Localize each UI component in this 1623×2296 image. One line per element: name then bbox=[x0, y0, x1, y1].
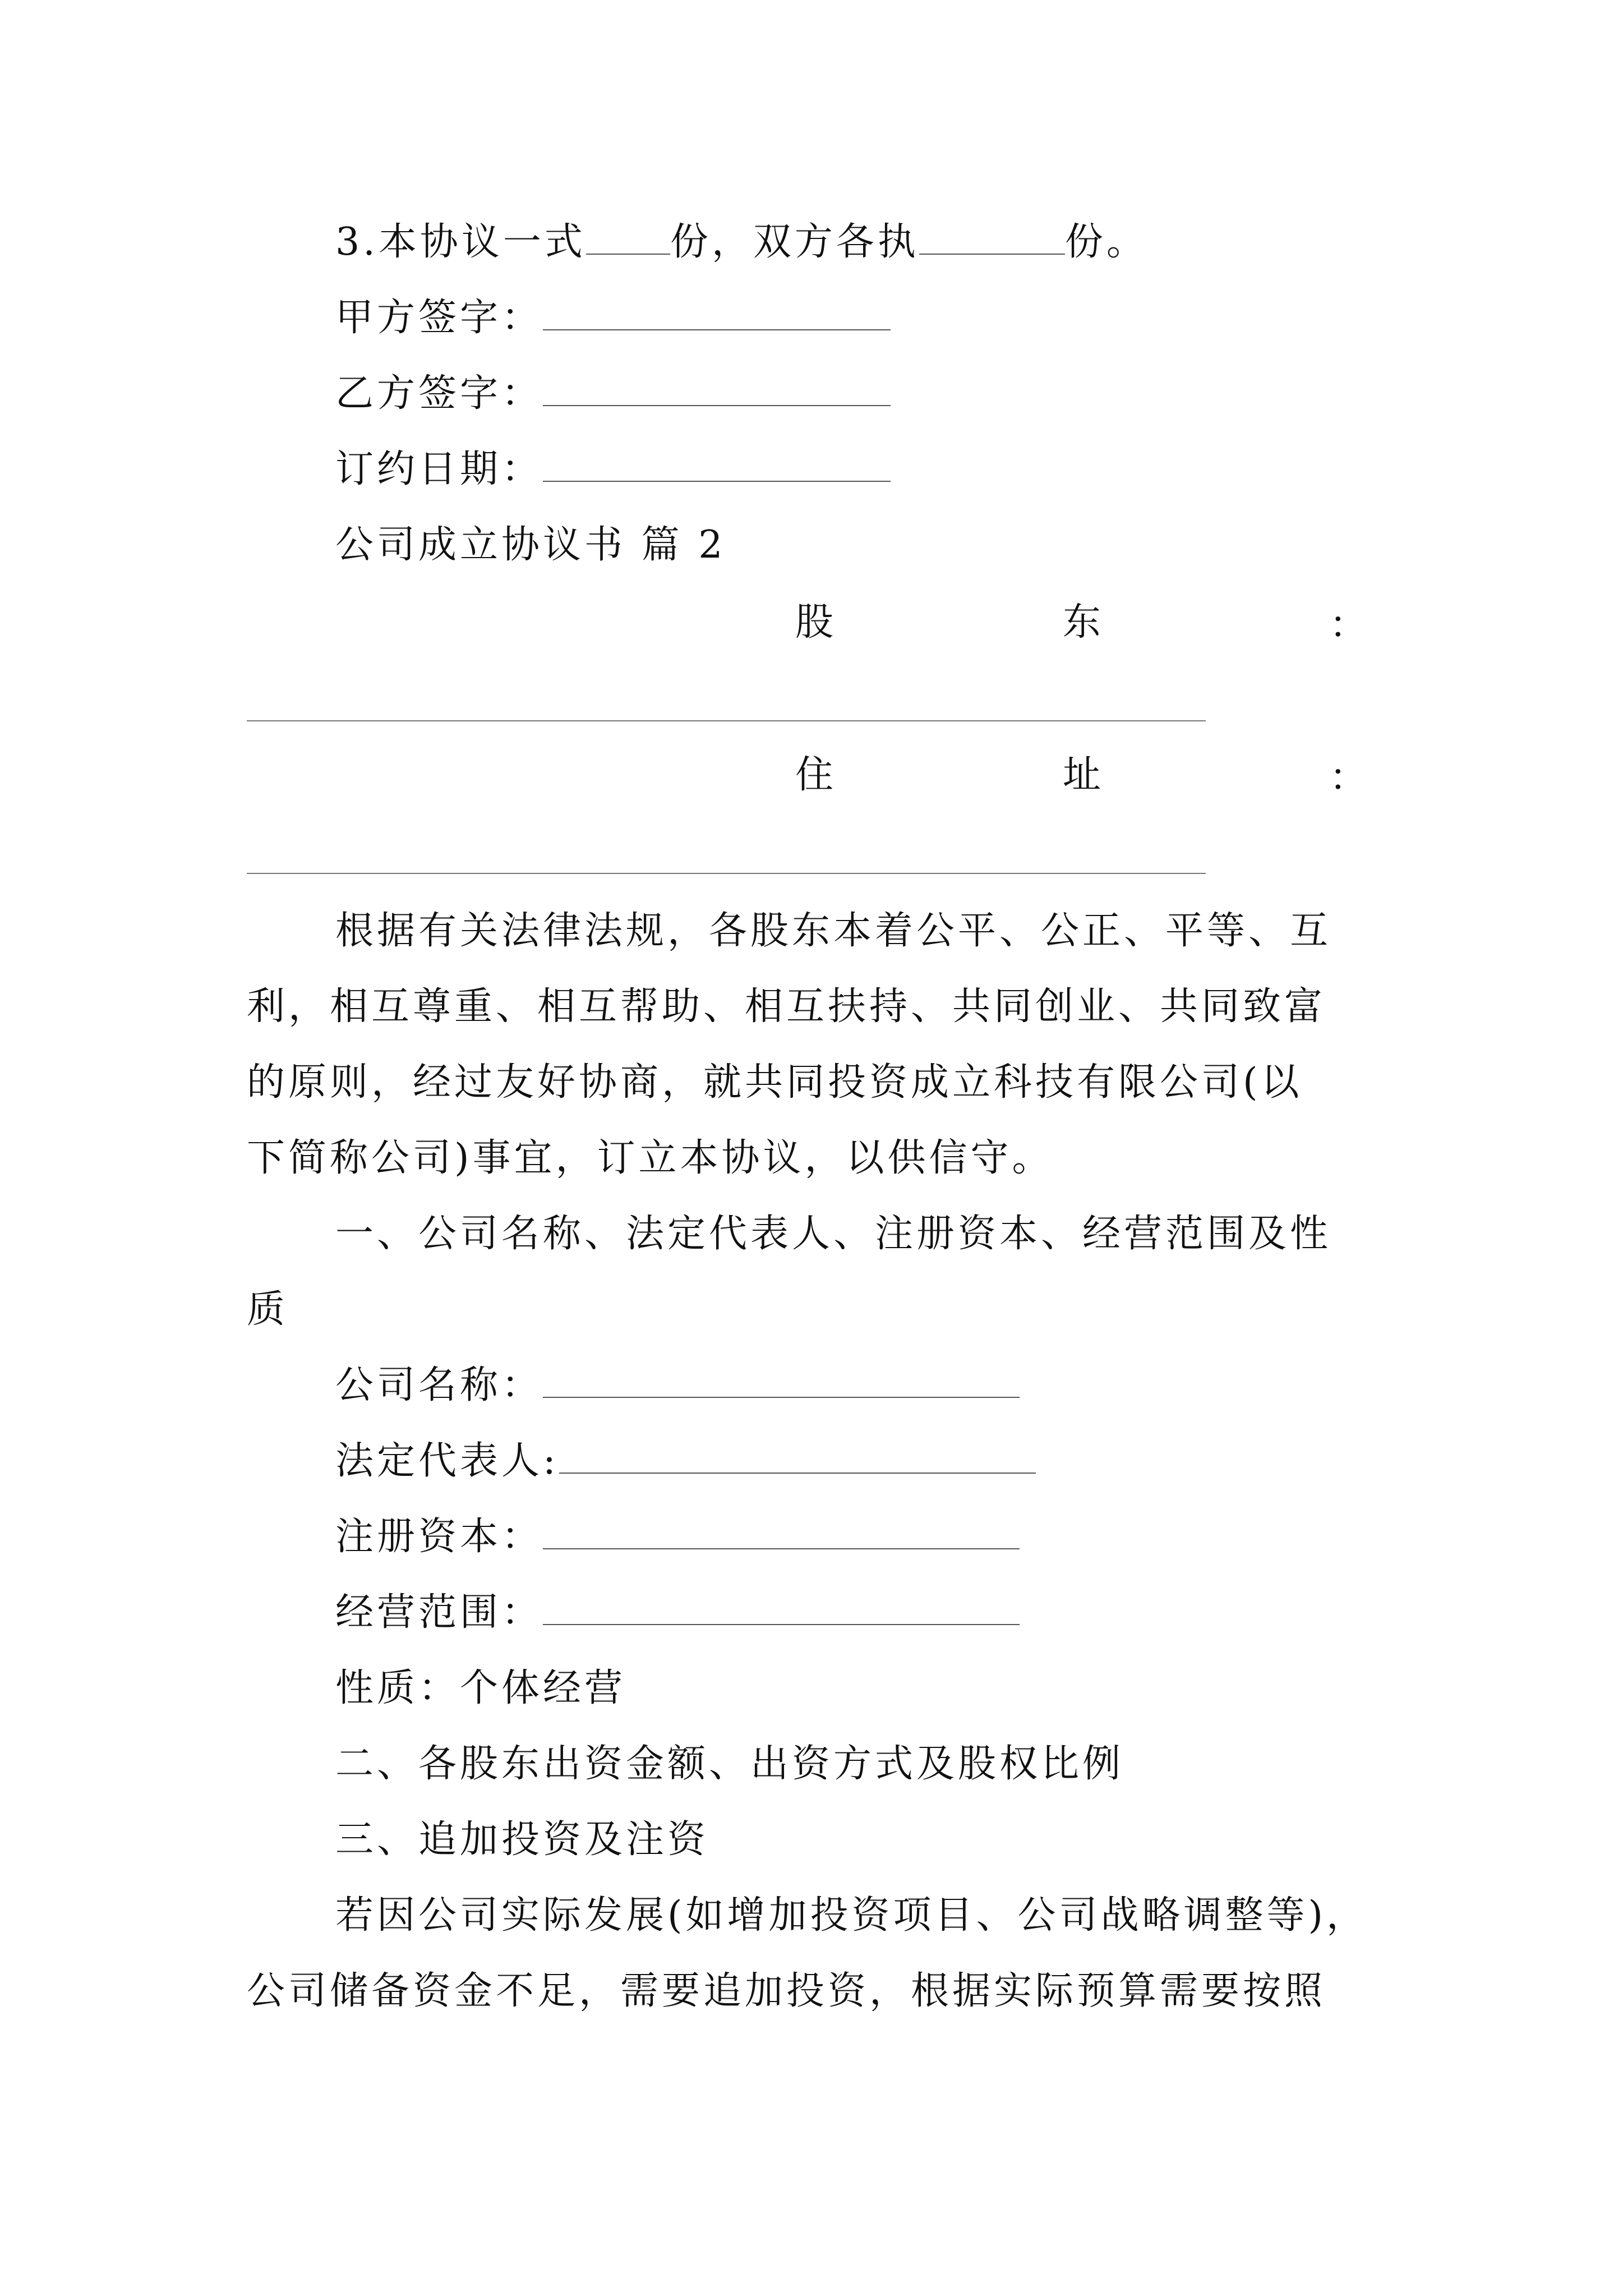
preamble-line-4: 下简称公司)事宜，订立本协议，以供信守。 bbox=[247, 1136, 1054, 1180]
company-nature: 性质：个体经营 bbox=[335, 1666, 626, 1710]
shareholder-colon: ： bbox=[1329, 603, 1368, 647]
party-b-signature-line bbox=[335, 371, 891, 416]
address-char-1: 住 bbox=[795, 753, 834, 797]
business-scope-blank[interactable] bbox=[543, 1591, 1020, 1625]
article-3-line-1: 若因公司实际发展(如增加投资项目、公司战略调整等)， bbox=[335, 1893, 1368, 1938]
registered-capital-line bbox=[335, 1515, 1020, 1559]
shareholder-char-2: 东 bbox=[1063, 600, 1101, 645]
article-1-heading-line-2: 质 bbox=[247, 1287, 289, 1332]
address-blank-rule[interactable] bbox=[247, 873, 1206, 874]
contract-date-label: 订约日期： bbox=[335, 447, 543, 491]
preamble-line-2: 利，相互尊重、相互帮助、相互扶持、共同创业、共同致富 bbox=[247, 984, 1326, 1029]
section-title: 公司成立协议书 篇 2 bbox=[335, 523, 726, 567]
party-b-signature-blank[interactable] bbox=[543, 372, 891, 406]
contract-date-line bbox=[335, 447, 891, 492]
article-2-heading: 二、各股东出资金额、出资方式及股权比例 bbox=[335, 1742, 1124, 1786]
party-a-signature-blank[interactable] bbox=[543, 297, 891, 330]
company-name-label: 公司名称： bbox=[335, 1363, 543, 1407]
copies-each-blank[interactable] bbox=[919, 221, 1065, 255]
party-a-signature-label: 甲方签字： bbox=[335, 296, 543, 340]
preamble-line-3: 的原则，经过友好协商，就共同投资成立科技有限公司(以 bbox=[247, 1060, 1303, 1105]
legal-rep-blank[interactable] bbox=[559, 1440, 1036, 1474]
clause-3-suffix: 份。 bbox=[1064, 220, 1148, 264]
registered-capital-blank[interactable] bbox=[543, 1516, 1020, 1549]
article-3-line-2: 公司储备资金不足，需要追加投资，根据实际预算需要按照 bbox=[247, 1969, 1326, 2013]
business-scope-line bbox=[335, 1590, 1020, 1635]
business-scope-label: 经营范围： bbox=[335, 1590, 543, 1635]
article-3-heading: 三、追加投资及注资 bbox=[335, 1818, 709, 1862]
legal-rep-label: 法定代表人: bbox=[335, 1439, 559, 1483]
shareholder-char-1: 股 bbox=[795, 600, 834, 645]
copies-total-blank[interactable] bbox=[586, 221, 670, 255]
clause-3-line bbox=[335, 220, 1148, 265]
party-b-signature-label: 乙方签字： bbox=[335, 371, 543, 416]
contract-date-blank[interactable] bbox=[543, 448, 891, 482]
preamble-line-1: 根据有关法律法规，各股东本着公平、公正、平等、互 bbox=[335, 909, 1332, 953]
clause-3-prefix: 3.本协议一式 bbox=[335, 220, 586, 264]
shareholder-blank-rule[interactable] bbox=[247, 720, 1206, 721]
address-colon: ： bbox=[1329, 756, 1368, 800]
party-a-signature-line bbox=[335, 296, 891, 341]
company-name-line bbox=[335, 1363, 1020, 1408]
registered-capital-label: 注册资本： bbox=[335, 1515, 543, 1559]
clause-3-mid: 份，双方各执 bbox=[670, 220, 919, 264]
article-1-heading-line-1: 一、公司名称、法定代表人、注册资本、经营范围及性 bbox=[335, 1212, 1332, 1256]
legal-rep-line bbox=[335, 1439, 1036, 1484]
company-name-blank[interactable] bbox=[543, 1364, 1020, 1398]
address-char-2: 址 bbox=[1063, 753, 1101, 797]
